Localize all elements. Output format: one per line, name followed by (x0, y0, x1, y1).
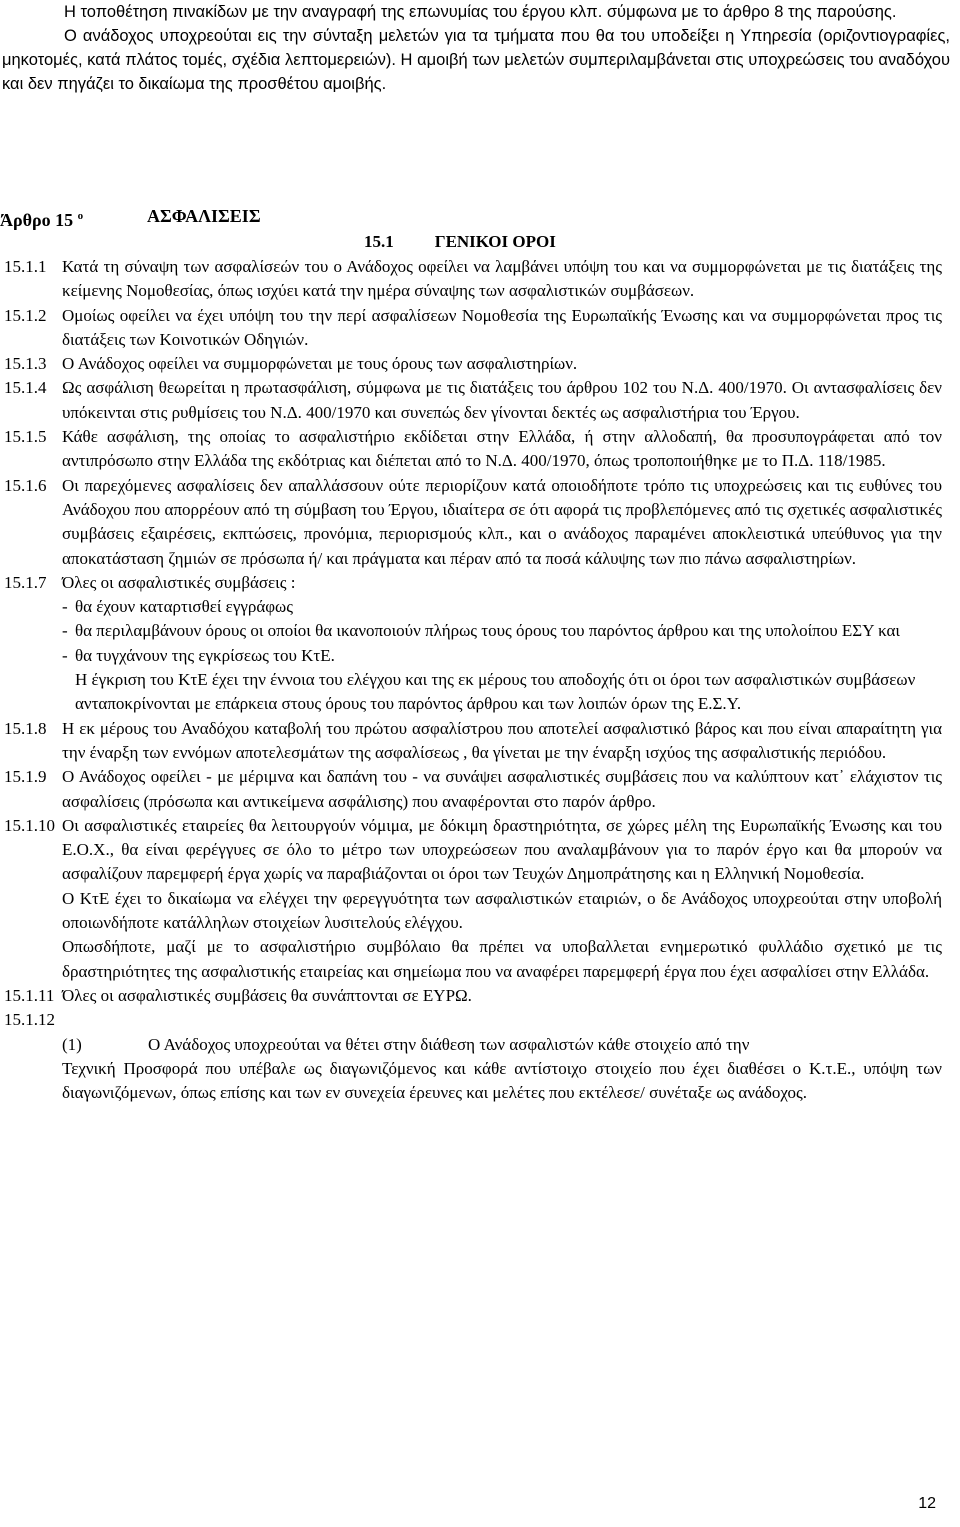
item-number: 15.1.3 (4, 354, 47, 374)
approval-note: Η έγκριση του ΚτΕ έχει την έννοια του ελέγχου και της εκ μέρους του αποδοχής ότι οι όροι των ασφαλιστικών συμβάσεων ανταποκρίνονται με επάρκεια στους όρους του παρόντος άρθρου και των λοιπών όρων της Ε.Σ.Υ. (75, 670, 916, 714)
article-number-superscript: ο (77, 210, 84, 222)
sub-item (0, 1033, 942, 1057)
dash-item: - θα τυγχάνουν της εγκρίσεως του ΚτΕ. (62, 645, 335, 665)
dash-item-text: θα περιλαμβάνουν όρους οι οποίοι θα ικανοποιούν πλήρως τους όρους του παρόντος άρθρου και της υπολοίπου ΕΣΥ και (75, 621, 900, 641)
item-text: Ο Ανάδοχος οφείλει - με μέριμνα και δαπάνη του - να συνάψει ασφαλιστικές συμβάσεις που να καλύπτουν κατ᾽ ελάχιστον τις ασφαλίσεις (πρόσωπα και αντικείμενα ασφάλισης) που αναφέρονται στο παρόν άρθρο. (62, 767, 942, 811)
item-text: Η εκ μέρους του Αναδόχου καταβολή του πρώτου ασφαλίστρου που αποτελεί ασφαλιστικό βάρος και που είναι απαραίτητη για την έναρξη των εννόμων αποτελεσμάτων της ασφαλίσεως , θα γίνεται με την έναρξη ισχύος της ασφαλιστικής περιόδου. (62, 718, 942, 762)
list-item (0, 814, 942, 887)
section-heading (364, 230, 556, 254)
list-item (0, 474, 942, 571)
sub-item-continuation: Τεχνική Προσφορά που υπέβαλε ως διαγωνιζόμενος και κάθε αντίστοιχο στοιχείο που έχει διαθέσει ο Κ.τ.Ε., υπόψη των διαγωνιζόμενων, όπως επίσης και των εν συνεχεία έρευνες και μελέτες που εκτέλεσε/ συνέταξε ως ανάδοχος. (62, 1058, 942, 1103)
list-item (0, 255, 942, 304)
items-list (0, 255, 942, 1105)
sub-item-text: Ο Ανάδοχος υποχρεούται να θέτει στην διάθεση των ασφαλιστών κάθε στοιχείο από την (148, 1034, 750, 1054)
section-title: ΓΕΝΙΚΟΙ ΟΡΟΙ (434, 232, 556, 251)
item-continuation: Οπωσδήποτε, μαζί με το ασφαλιστήριο συμβόλαιο θα πρέπει να υποβαλλεται ενημερωτικό φυλλάδιο σχετικό με τις δραστηριότητες της ασφαλιστικής εταιρείας και σημείωμα που να αναφέρει παρεμφερή έργα που έχει ασφαλίσει στην Ελλάδα. (62, 937, 942, 981)
list-item (0, 304, 942, 353)
item-text: Κατά τη σύναψη των ασφαλίσεών του ο Ανάδοχος οφείλει να λαμβάνει υπόψη του και να συμμορφώνεται με τις διατάξεις της κείμενης Νομοθεσίας, όπως ισχύει κατά την ημέρα σύναψης των ασφαλιστικών συμβάσεων. (62, 257, 942, 301)
intro-paragraph-2: Ο ανάδοχος υποχρεούται εις την σύνταξη μελετών για τα τμήματα που θα του υποδείξει η Υπηρεσία (οριζοντιογραφίες, μηκοτομές, κατά πλάτος τομές, σχέδια λεπτομερειών). Η αμοιβή των μελετών συμπεριλαμβάνεται στις υποχρεώσεις του αναδόχου και δεν πηγάζει το δικαίωμα της προσθέτου αμοιβής. (2, 27, 950, 93)
item-number: 15.1.5 (4, 427, 47, 447)
item-number: 15.1.11 (4, 985, 55, 1005)
list-item (0, 1008, 942, 1032)
dash-item-text: θα έχουν καταρτισθεί εγγράφως (75, 597, 293, 617)
item-number: 15.1.9 (4, 767, 47, 787)
list-item (0, 376, 942, 425)
section-number: 15.1 (364, 232, 394, 251)
intro-text (2, 0, 950, 96)
item-text: Ο Ανάδοχος οφείλει να συμμορφώνεται με τους όρους των ασφαλιστηρίων. (62, 354, 578, 374)
dash-item: - θα έχουν καταρτισθεί εγγράφως (62, 597, 293, 617)
list-item (0, 717, 942, 766)
item-number: 15.1.4 (4, 378, 47, 398)
article-title: ΑΣΦΑΛΙΣΕΙΣ (147, 206, 261, 226)
sub-item-number: (1) (62, 1034, 82, 1054)
item-number: 15.1.7 (4, 572, 47, 592)
item-text: Κάθε ασφάλιση, της οποίας το ασφαλιστήριο εκδίδεται στην Ελλάδα, ή στην αλλοδαπή, θα προσυπογράφεται από τον αντιπρόσωπο στην Ελλάδα της εκδότριας και διέπεται από το Ν.Δ. 400/1970, όπως τροποποιήθηκε με το Π.Δ. 118/1985. (62, 427, 942, 471)
intro-paragraph-1: Η τοποθέτηση πινακίδων με την αναγραφή της επωνυμίας του έργου κλπ. σύμφωνα με το άρθρο 8 της παρούσης. (64, 3, 897, 21)
item-continuation: Ο ΚτΕ έχει το δικαίωμα να ελέγχει την φερεγγυότητα των ασφαλιστικών εταιριών, ο δε Ανάδοχος υποχρεούται στην υποβολή οποιωνδήποτε κατάλληλων στοιχείων λυσιτελούς ελέγχου. (62, 888, 942, 933)
list-item (0, 571, 942, 595)
item-number: 15.1.6 (4, 475, 47, 495)
item-number: 15.1.1 (4, 257, 47, 276)
item-number: 15.1.12 (4, 1010, 55, 1030)
item-number: 15.1.10 (4, 815, 55, 835)
list-item (0, 352, 942, 376)
item-text: Ως ασφάλιση θεωρείται η πρωτασφάλιση, σύμφωνα με τις διατάξεις του άρθρου 102 του Ν.Δ. 400/1970. Οι αντασφαλίσεις δεν υπόκεινται στις ρυθμίσεις του Ν.Δ. 400/1970 και συνεπώς δεν γίνονται δεκτές ως ασφαλιστήρια του Έργου. (62, 378, 942, 422)
article-number: Άρθρο 15 $^o$ (0, 210, 84, 230)
item-text: Ομοίως οφείλει να έχει υπόψη του την περί ασφαλίσεων Νομοθεσία της Ευρωπαϊκής Ένωσης και να συμμορφώνεται προς τις διατάξεις των Κοινοτικών Οδηγιών. (62, 305, 942, 349)
item-text: Όλες οι ασφαλιστικές συμβάσεις θα συνάπτονται σε ΕΥΡΩ. (62, 985, 472, 1005)
item-text: Οι παρεχόμενες ασφαλίσεις δεν απαλλάσσουν ούτε περιορίζουν κατά οποιοδήποτε τρόπο τις υποχρεώσεις και τις ευθύνες του Ανάδοχου που απορρέουν από τη σύμβαση του Έργου, ιδιαίτερα σε ότι αφορά τις προβλεπόμενες από τις σχετικές ασφαλιστικές συμβάσεις εξαιρέσεις, εκπτώσεις, προνόμια, περιορισμούς κλπ., και ο ανάδοχος παραμένει αποκλειστικά υπεύθυνος για την αποκατάσταση ζημιών σε πρόσωπα ή/ και πράγματα και πέραν από τα ποσά κάλυψης των πιο πάνω ασφαλιστηρίων. (62, 475, 942, 568)
dash-item: - θα περιλαμβάνουν όρους οι οποίοι θα ικανοποιούν πλήρως τους όρους του παρόντος άρθρου και της υπολοίπου ΕΣΥ και (62, 621, 900, 641)
page-number: 12 (918, 1495, 936, 1512)
list-item (0, 984, 942, 1008)
item-number: 15.1.8 (4, 718, 47, 738)
item-number: 15.1.2 (4, 305, 47, 325)
item-text: Οι ασφαλιστικές εταιρείες θα λειτουργούν νόμιμα, με δόκιμη δραστηριότητα, σε χώρες μέλη της Ευρωπαϊκής Ένωσης και του Ε.Ο.Χ., θα είναι φερέγγυες σε όλο το μέτρο των υποχρεώσεων που αναλαμβάνουν για το παρόν έργο και θα μπορούν να ασφαλίζουν παρεμφερή έργα χωρίς να παραβιάζονται οι όροι των Τευχών Δημοπράτησης και η Ελληνική Νομοθεσία. (62, 815, 942, 884)
list-item (0, 425, 942, 474)
item-text: Όλες οι ασφαλιστικές συμβάσεις : (62, 572, 296, 592)
dash-item-text: θα τυγχάνουν της εγκρίσεως του ΚτΕ. (75, 645, 335, 665)
list-item (0, 765, 942, 814)
